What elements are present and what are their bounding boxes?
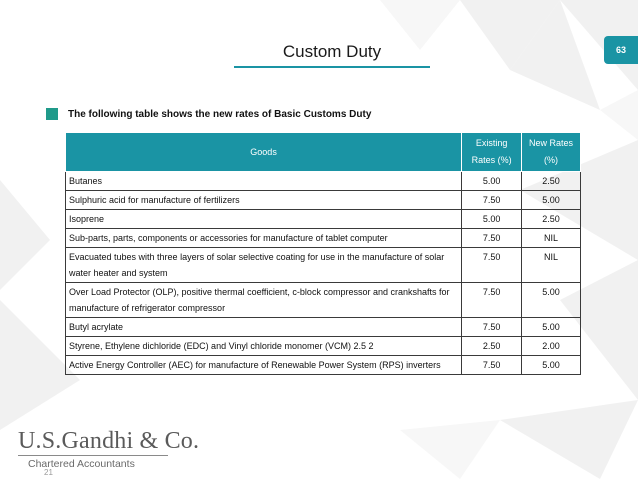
intro-bullet [46,107,371,121]
new-rate-cell: 5.00 [522,318,581,337]
existing-rate-cell: 2.50 [462,337,522,356]
goods-cell: Over Load Protector (OLP), positive thermal coefficient, c-block compressor and crankshafts for manufacture of refrigerator compressor [66,283,462,318]
table-row [66,356,581,375]
existing-rate-cell: 7.50 [462,283,522,318]
existing-rate-cell: 7.50 [462,318,522,337]
table-row [66,248,581,283]
header-existing-rates: Existing Rates (%) [462,133,522,172]
goods-cell: Evacuated tubes with three layers of solar selective coating for use in the manufacture of solar water heater and system [66,248,462,283]
goods-cell: Active Energy Controller (AEC) for manufacture of Renewable Power System (RPS) inverters [66,356,462,375]
logo-divider [18,455,168,456]
existing-rate-cell: 5.00 [462,172,522,191]
footer-number: 21 [44,468,53,477]
logo-name: U.S.Gandhi & Co. [18,428,200,454]
new-rate-cell: 5.00 [522,356,581,375]
table-row [66,172,581,191]
new-rate-cell: 5.00 [522,283,581,318]
new-rate-cell: 2.50 [522,172,581,191]
table-row [66,229,581,248]
page-number-badge: 63 [604,36,638,64]
bullet-square-icon [46,108,58,120]
new-rate-cell: 2.50 [522,210,581,229]
new-rate-cell: NIL [522,248,581,283]
table-row [66,210,581,229]
table-row [66,283,581,318]
table-row [66,191,581,210]
table-row [66,318,581,337]
existing-rate-cell: 7.50 [462,191,522,210]
logo-tagline: Chartered Accountants [28,458,135,470]
new-rate-cell: 2.00 [522,337,581,356]
intro-text: The following table shows the new rates of Basic Customs Duty [68,108,372,120]
existing-rate-cell: 7.50 [462,356,522,375]
goods-cell: Butanes [66,172,462,191]
goods-cell: Sub-parts, parts, components or accessories for manufacture of tablet computer [66,229,462,248]
existing-rate-cell: 7.50 [462,248,522,283]
slide-title: Custom Duty [234,38,430,68]
existing-rate-cell: 5.00 [462,210,522,229]
company-logo [18,428,199,470]
table-header-row [66,133,581,172]
header-new-rates: New Rates (%) [522,133,581,172]
goods-cell: Butyl acrylate [66,318,462,337]
goods-cell: Styrene, Ethylene dichloride (EDC) and Vinyl chloride monomer (VCM) 2.5 2 [66,337,462,356]
header-goods: Goods [66,133,462,172]
new-rate-cell: 5.00 [522,191,581,210]
existing-rate-cell: 7.50 [462,229,522,248]
new-rate-cell: NIL [522,229,581,248]
goods-cell: Sulphuric acid for manufacture of fertilizers [66,191,462,210]
goods-cell: Isoprene [66,210,462,229]
customs-duty-table [65,132,581,375]
table-row [66,337,581,356]
